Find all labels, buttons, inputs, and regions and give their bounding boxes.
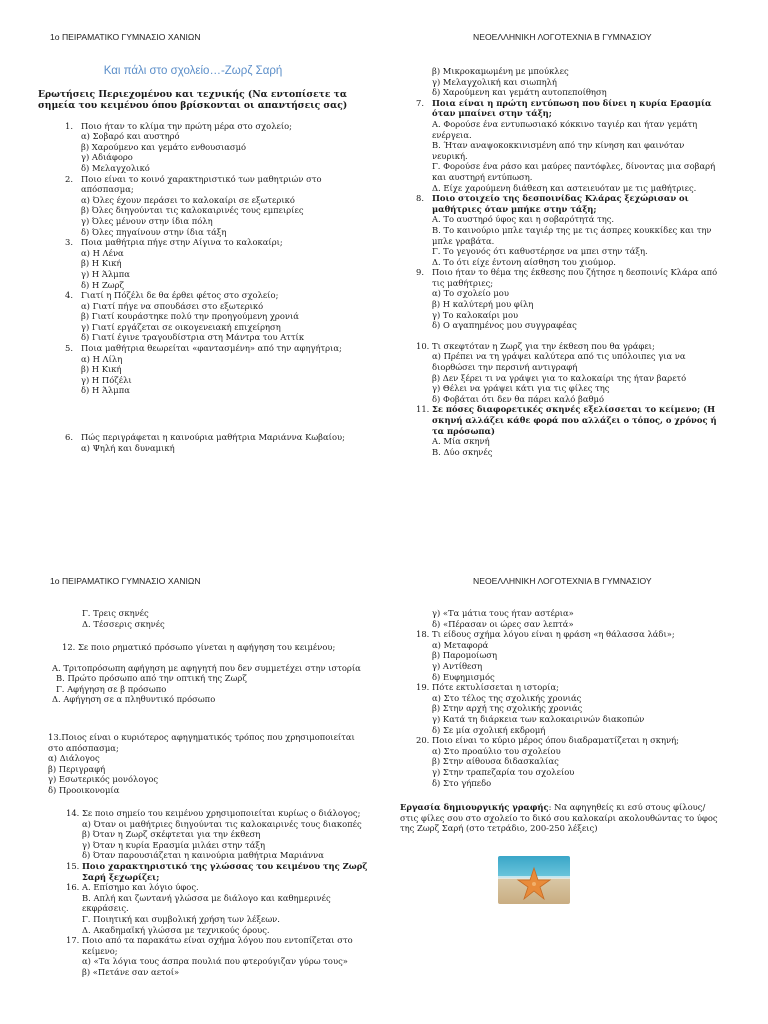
- answer-option: α) Διάλογος: [48, 753, 100, 764]
- page1-header-right: ΝΕΟΕΛΛΗΝΙΚΗ ΛΟΓΟΤΕΧΝΙΑ Β ΓΥΜΝΑΣΙΟΥ: [473, 32, 652, 42]
- question-text: Ποια μαθήτρια πήγε στην Αίγινα το καλοκαίρι;: [81, 237, 283, 248]
- question-number: 3.: [65, 237, 73, 248]
- spacer: [416, 331, 718, 341]
- question-list-p1-right: [416, 66, 718, 457]
- answer-option: γ) «Τα μάτια τους ήταν αστέρια»: [432, 608, 574, 618]
- question-list-p2-right: [416, 608, 721, 788]
- question-number: 10.: [416, 340, 430, 351]
- question-text: Ποιο είναι το κύριο μέρος όπου διαδραματίζεται η σκηνή;: [432, 735, 679, 746]
- question-item: [65, 174, 368, 238]
- question-number: 5.: [65, 343, 73, 354]
- answer-option: β) Παρομοίωση: [432, 650, 498, 661]
- question-text: Α. Επίσημο και λόγιο ύφος.: [82, 882, 199, 893]
- answer-option: γ) Στην τραπεζαρία του σχολείου: [432, 766, 575, 777]
- question-12-options: [48, 663, 368, 705]
- question-item: [66, 935, 371, 977]
- answer-option: Δ. Είχε χαρούμενη διάθεση και αστειευόταν με τις μαθήτριες.: [432, 182, 697, 193]
- creative-writing-task: [400, 802, 720, 834]
- question-item: [416, 267, 718, 331]
- answer-option: δ) Η Άλμπα: [81, 385, 130, 396]
- answer-option: δ) Φοβάται ότι δεν θα πάρει καλό βαθμό: [432, 393, 605, 404]
- answer-option: α) Όλες έχουν περάσει το καλοκαίρι σε εξωτερικό: [81, 194, 295, 205]
- answer-option: α) Στο τέλος της σχολικής χρονιάς: [432, 692, 582, 703]
- answer-option: γ) Το καλοκαίρι μου: [432, 309, 519, 320]
- question-item: [416, 682, 721, 735]
- answer-option: Γ. Ποιητική και συμβολική χρήση των λέξεων.: [82, 913, 280, 924]
- question-text: Ποιο στοιχείο της δεσποινίδας Κλάρας ξεχώρισαν οι μαθήτριες όταν μπήκε στην τάξη;: [432, 193, 689, 214]
- answer-option: γ) Κατά τη διάρκεια των καλοκαιρινών διακοπών: [432, 713, 645, 724]
- answer-option: γ) Αντίθεση: [432, 660, 483, 671]
- question-list-p2-left-top: [82, 608, 372, 629]
- question-text: Σε ποιο ρηματικό πρόσωπο γίνεται η αφήγηση του κειμένου;: [78, 642, 336, 652]
- question-number: 12.: [62, 642, 76, 652]
- question-text: Ποιο χαρακτηριστικό της γλώσσας του κειμένου της Ζωρζ Σαρή ξεχωρίζει;: [82, 860, 368, 882]
- answer-option: γ) Η Άλμπα: [81, 268, 130, 279]
- question-item: [66, 861, 371, 882]
- question-number: 14.: [66, 808, 80, 818]
- question-number: 6.: [65, 432, 73, 443]
- question-item: [66, 808, 371, 861]
- question-number: 20.: [416, 735, 430, 746]
- question-text: Τι είδους σχήμα λόγου είναι η φράση «η θάλασσα λάδι»;: [432, 629, 675, 640]
- page2-header-left: 1ο ΠΕΙΡΑΜΑΤΙΚΟ ΓΥΜΝΑΣΙΟ ΧΑΝΙΩΝ: [50, 576, 201, 586]
- answer-option: β) Όλες διηγούνται τις καλοκαιρινές τους εμπειρίες: [81, 205, 304, 216]
- question-number: 1.: [65, 120, 73, 131]
- question-item: [65, 343, 368, 396]
- answer-option: Δ. Το ότι είχε έντονη αίσθηση του χιούμορ.: [432, 256, 616, 267]
- answer-option: β) Η καλύτερή μου φίλη: [432, 299, 534, 310]
- question-item: [65, 290, 368, 343]
- page1-header-left: 1ο ΠΕΙΡΑΜΑΤΙΚΟ ΓΥΜΝΑΣΙΟ ΧΑΝΙΩΝ: [50, 32, 201, 42]
- question-text: Ποιος είναι ο κυριότερος αφηγηματικός τρόπος που χρησιμοποιείται στο απόσπασμα;: [48, 732, 355, 753]
- question-item: [416, 404, 718, 457]
- answer-option: δ) Η Ζωρζ: [81, 279, 125, 290]
- question-number: 19.: [416, 682, 430, 693]
- answer-option: γ) Γιατί εργάζεται σε οικογενειακή επιχείρηση: [81, 321, 281, 332]
- answer-option: δ) Χαρούμενη και γεμάτη αυτοπεποίθηση: [432, 87, 607, 98]
- answer-option: Γ. Τρεις σκηνές: [82, 608, 149, 618]
- question-number: 11.: [416, 404, 430, 415]
- answer-option: Δ. Αφήγηση σε α πληθυντικό πρόσωπο: [52, 694, 216, 705]
- question-text: Ποιο από τα παρακάτω είναι σχήμα λόγου που εντοπίζεται στο κείμενο;: [82, 935, 353, 956]
- answer-option: δ) Μελαγχολικό: [81, 162, 150, 173]
- question-item: [416, 341, 718, 405]
- question-text: Ποιο ήταν το κλίμα την πρώτη μέρα στο σχολείο;: [81, 120, 292, 131]
- answer-option: Δ. Ακαδημαϊκή γλώσσα με τεχνικούς όρους.: [82, 924, 270, 935]
- answer-option: α) Το σχολείο μου: [432, 288, 509, 299]
- answer-option: Γ. Το γεγονός ότι καθυστέρησε να μπει στην τάξη.: [432, 246, 648, 257]
- question-number: 7.: [416, 97, 424, 108]
- page1-left-column: [38, 66, 368, 453]
- answer-option: δ) Όταν παρουσιάζεται η καινούρια μαθήτρια Μαριάννα: [82, 850, 324, 861]
- question-item: [416, 193, 718, 267]
- answer-option: Β. Απλή και ζωντανή γλώσσα με διάλογο και καθημερινές εκφράσεις.: [82, 892, 331, 914]
- intro-heading: Ερωτήσεις Περιεχομένου και τεχνικής (Να εντοπίσετε τα σημεία του κειμένου όπου βρίσκονται οι απαντήσεις σας): [38, 88, 348, 111]
- answer-option: δ) Γιατί έγινε τραγουδίστρια στη Μάντρα του Αττίκ: [81, 332, 305, 343]
- task-text: : Να αφηγηθείς κι εσύ στους φίλους/στις φίλες σου στο σχολείο το δικό σου καλοκαίρι ακολουθώντας το ύφος της Ζωρζ Σαρή (στο τετράδιο, 200-250 λέξεις): [400, 802, 718, 834]
- question-text: Τι σκεφτόταν η Ζωρζ για την έκθεση που θα γράφει;: [432, 340, 655, 351]
- answer-option: β) Στην αρχή της σχολικής χρονιάς: [432, 703, 583, 714]
- question-number: 2.: [65, 173, 73, 184]
- question-number: 4.: [65, 290, 73, 301]
- answer-option: α) Πρέπει να τη γράψει καλύτερα από τις υπόλοιπες για να διορθώσει την περσινή αντιγραφή: [432, 351, 686, 373]
- answer-option: δ) Σε μία σχολική εκδρομή: [432, 724, 546, 735]
- answer-option: Α. Τριτοπρόσωπη αφήγηση με αφηγητή που δεν συμμετέχει στην ιστορία: [52, 662, 361, 673]
- question-item: [416, 98, 718, 193]
- question-13: [48, 732, 368, 796]
- question-item: [65, 432, 368, 453]
- answer-option: δ) Όλες πηγαίνουν στην ίδια τάξη: [81, 226, 227, 237]
- answer-option: Α. Μία σκηνή: [432, 436, 490, 447]
- question-text: Πώς περιγράφεται η καινούρια μαθήτρια Μαριάννα Κωβαίου;: [81, 432, 345, 443]
- answer-option: Β. Δύο σκηνές: [432, 446, 493, 457]
- answer-option: α) «Τα λόγια τους άσπρα πουλιά που φτερούγιζαν γύρω τους»: [82, 956, 348, 967]
- answer-option: δ) Στο γήπεδο: [432, 777, 492, 788]
- question-number: 8.: [416, 193, 424, 204]
- question-item: [416, 608, 721, 629]
- answer-option: γ) Όταν η κυρία Ερασμία μιλάει στην τάξη: [82, 839, 265, 850]
- question-number: 17.: [66, 935, 80, 946]
- question-12: [48, 642, 368, 705]
- answer-option: Β. Πρώτο πρόσωπο από την οπτική της Ζωρζ: [56, 673, 247, 684]
- answer-option: Γ. Φορούσε ένα ράσο και μαύρες παντόφλες, δίνοντας μια σοβαρή και αυστηρή εντύπωση.: [432, 161, 716, 182]
- answer-option: β) Όταν η Ζωρζ σκέφτεται για την έκθεση: [82, 829, 261, 840]
- question-item: [416, 735, 721, 788]
- starfish-beach-image: [498, 856, 570, 904]
- question-list-p1-left: [38, 121, 368, 454]
- answer-option: Β. Ήταν αναψοκοκκινισμένη από την κίνηση και φαινόταν νευρική.: [432, 140, 685, 161]
- answer-option: α) Η Λίλη: [81, 353, 123, 364]
- answer-option: γ) Όλες μένουν στην ίδια πόλη: [81, 215, 213, 226]
- answer-option: β) Στην αίθουσα διδασκαλίας: [432, 756, 559, 767]
- question-number: 13.: [48, 732, 62, 742]
- question-text: Πότε εκτυλίσσεται η ιστορία;: [432, 682, 559, 693]
- answer-option: β) Η Κική: [81, 258, 122, 269]
- question-number: 18.: [416, 629, 430, 640]
- answer-option: γ) Αδιάφορο: [81, 152, 133, 163]
- question-number: 15.: [66, 860, 80, 871]
- answer-option: δ) Ευφημισμός: [432, 671, 495, 682]
- answer-option: γ) Εσωτερικός μονόλογος: [48, 774, 159, 785]
- answer-option: γ) Η Πόζέλι: [81, 374, 132, 385]
- question-item: [416, 629, 721, 682]
- answer-option: Γ. Αφήγηση σε β πρόσωπο: [56, 683, 167, 694]
- question-number: 16.: [66, 882, 80, 893]
- answer-option: δ) Ο αγαπημένος μου συγγραφέας: [432, 320, 577, 331]
- answer-option: α) Η Λένα: [81, 247, 124, 258]
- answer-option: γ) Μελαγχολική και σιωπηλή: [432, 76, 557, 87]
- question-list-p2-left-bottom: [66, 808, 371, 978]
- question-text: Σε πόσες διαφορετικές σκηνές εξελίσσεται το κείμενο; (Η σκηνή αλλάζει κάθε φορά που αλλάζει ο τόπος, ο χρόνος ή τα πρόσωπα): [432, 404, 717, 436]
- question-text: Ποια είναι η πρώτη εντύπωση που δίνει η κυρία Ερασμία όταν μπαίνει στην τάξη;: [432, 97, 712, 119]
- answer-option: α) Μεταφορά: [432, 639, 489, 650]
- question-13-options: [48, 753, 368, 795]
- answer-option: δ) «Πέρασαν οι ώρες σαν λεπτά»: [432, 618, 574, 629]
- question-text: Ποιο ήταν το θέμα της έκθεσης που ζήτησε η δεσποινίς Κλάρα από τις μαθήτριες;: [432, 267, 718, 288]
- answer-option: α) Γιατί πήγε να σπουδάσει στο εξωτερικό: [81, 300, 264, 311]
- spacer: [65, 396, 368, 432]
- answer-option: β) Μικροκαμωμένη με μπούκλες: [432, 66, 569, 76]
- answer-option: β) Χαρούμενο και γεμάτο ενθουσιασμό: [81, 141, 247, 152]
- question-item: [65, 121, 368, 174]
- question-text: Γιατί η Πόζέλι δε θα έρθει φέτος στο σχολείο;: [81, 290, 279, 301]
- question-item: [416, 66, 718, 98]
- answer-option: α) Ψηλή και δυναμική: [81, 442, 175, 453]
- answer-option: α) Σοβαρό και αυστηρό: [81, 131, 180, 142]
- answer-option: β) Η Κική: [81, 364, 122, 375]
- question-text: Ποιο είναι το κοινό χαρακτηριστικό των μαθητριών στο απόσπασμα;: [81, 173, 322, 195]
- question-item: [66, 882, 371, 935]
- page-title: Και πάλι στο σχολείο…-Ζωρζ Σαρή: [103, 65, 283, 77]
- answer-option: Α. Το αυστηρό ύφος και η σοβαρότητά της.: [432, 214, 615, 225]
- question-text: Σε ποιο σημείο του κειμένου χρησιμοποιείται κυρίως ο διάλογος;: [82, 808, 361, 818]
- answer-option: β) Δεν ξέρει τι να γράψει για το καλοκαίρι της ήταν βαρετό: [432, 372, 687, 383]
- answer-option: β) Γιατί κουράστηκε πολύ την προηγούμενη χρονιά: [81, 311, 299, 322]
- answer-option: Δ. Τέσσερις σκηνές: [82, 618, 165, 629]
- answer-option: γ) Θέλει να γράψει κάτι για τις φίλες της: [432, 383, 610, 394]
- answer-option: β) Περιγραφή: [48, 763, 106, 774]
- answer-option: Β. Το καινούριο μπλε ταγιέρ της με τις άσπρες κουκκίδες και την μπλε γραβάτα.: [432, 224, 712, 246]
- answer-option: α) Στο προαύλιο του σχολείου: [432, 745, 561, 756]
- question-text: Ποια μαθήτρια θεωρείται «φαντασμένη» από την αφηγήτρια;: [81, 343, 342, 354]
- answer-option: δ) Προοικονομία: [48, 784, 120, 795]
- answer-option: α) Όταν οι μαθήτριες διηγούνται τις καλοκαιρινές τους διακοπές: [82, 818, 362, 829]
- answer-option: Α. Φορούσε ένα εντυπωσιακό κόκκινο ταγιέρ και ήταν γεμάτη ενέργεια.: [432, 118, 698, 140]
- page2-header-right: ΝΕΟΕΛΛΗΝΙΚΗ ΛΟΓΟΤΕΧΝΙΑ Β ΓΥΜΝΑΣΙΟΥ: [473, 576, 652, 586]
- question-number: 9.: [416, 267, 424, 278]
- answer-option: β) «Πετάνε σαν αετοί»: [82, 966, 180, 977]
- task-label: Εργασία δημιουργικής γραφής: [400, 802, 549, 812]
- question-item: [65, 237, 368, 290]
